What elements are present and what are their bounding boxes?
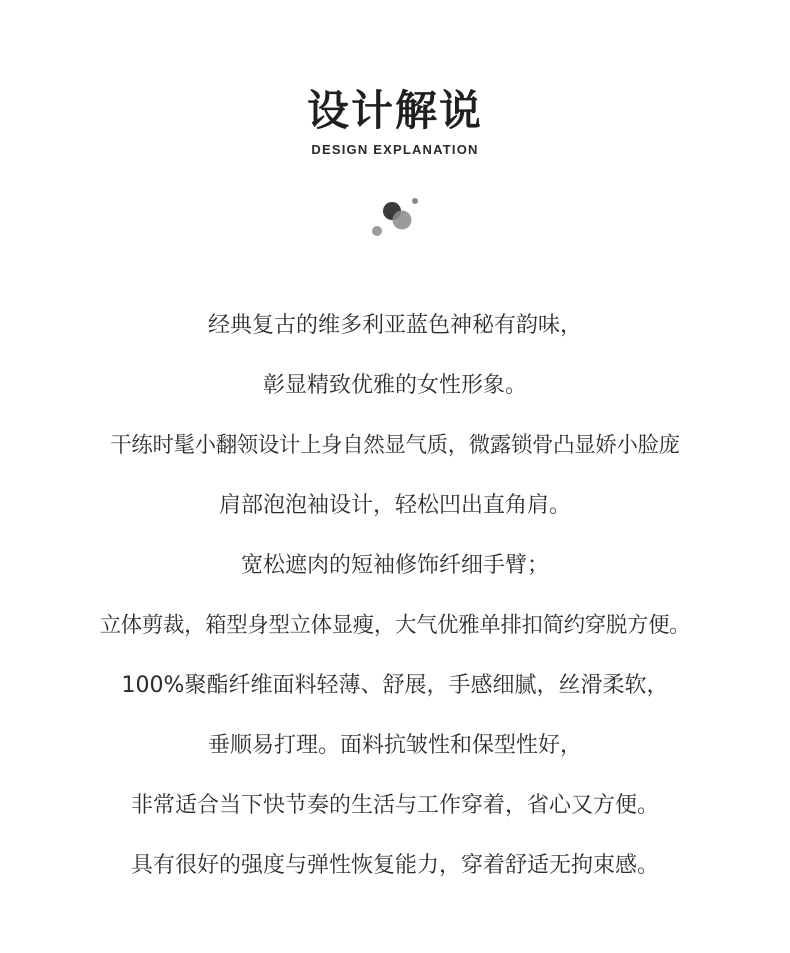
description-line: 肩部泡泡袖设计，轻松凹出直角肩。 <box>218 493 571 518</box>
dot-tiny-right <box>412 198 418 204</box>
description-line: 具有很好的强度与弹性恢复能力，穿着舒适无拘束感。 <box>130 853 659 878</box>
description-line: 非常适合当下快节奏的生活与工作穿着，省心又方便。 <box>130 793 659 818</box>
bubble-dots-icon <box>368 194 418 240</box>
description-line: 宽松遮肉的短袖修饰纤细手臂； <box>240 553 549 578</box>
description-line: 垂顺易打理。面料抗皱性和保型性好， <box>207 733 582 758</box>
description-line: 干练时髦小翻领设计上身自然显气质，微露锁骨凸显娇小脸庞 <box>110 433 680 458</box>
section-subtitle: DESIGN EXPLANATION <box>311 142 479 157</box>
description-line: 100%聚酯纤维面料轻薄、舒展，手感细腻，丝滑柔软， <box>121 673 669 698</box>
description-line: 彰显精致优雅的女性形象。 <box>262 373 527 398</box>
description-line: 经典复古的维多利亚蓝色神秘有韵味， <box>207 313 582 338</box>
dot-small-left <box>372 226 382 236</box>
section-title: 设计解说 <box>306 86 483 135</box>
dot-large-grey <box>393 211 412 230</box>
description-line: 立体剪裁，箱型身型立体显瘦，大气优雅单排扣简约穿脱方便。 <box>99 613 691 638</box>
description-text <box>0 296 790 896</box>
